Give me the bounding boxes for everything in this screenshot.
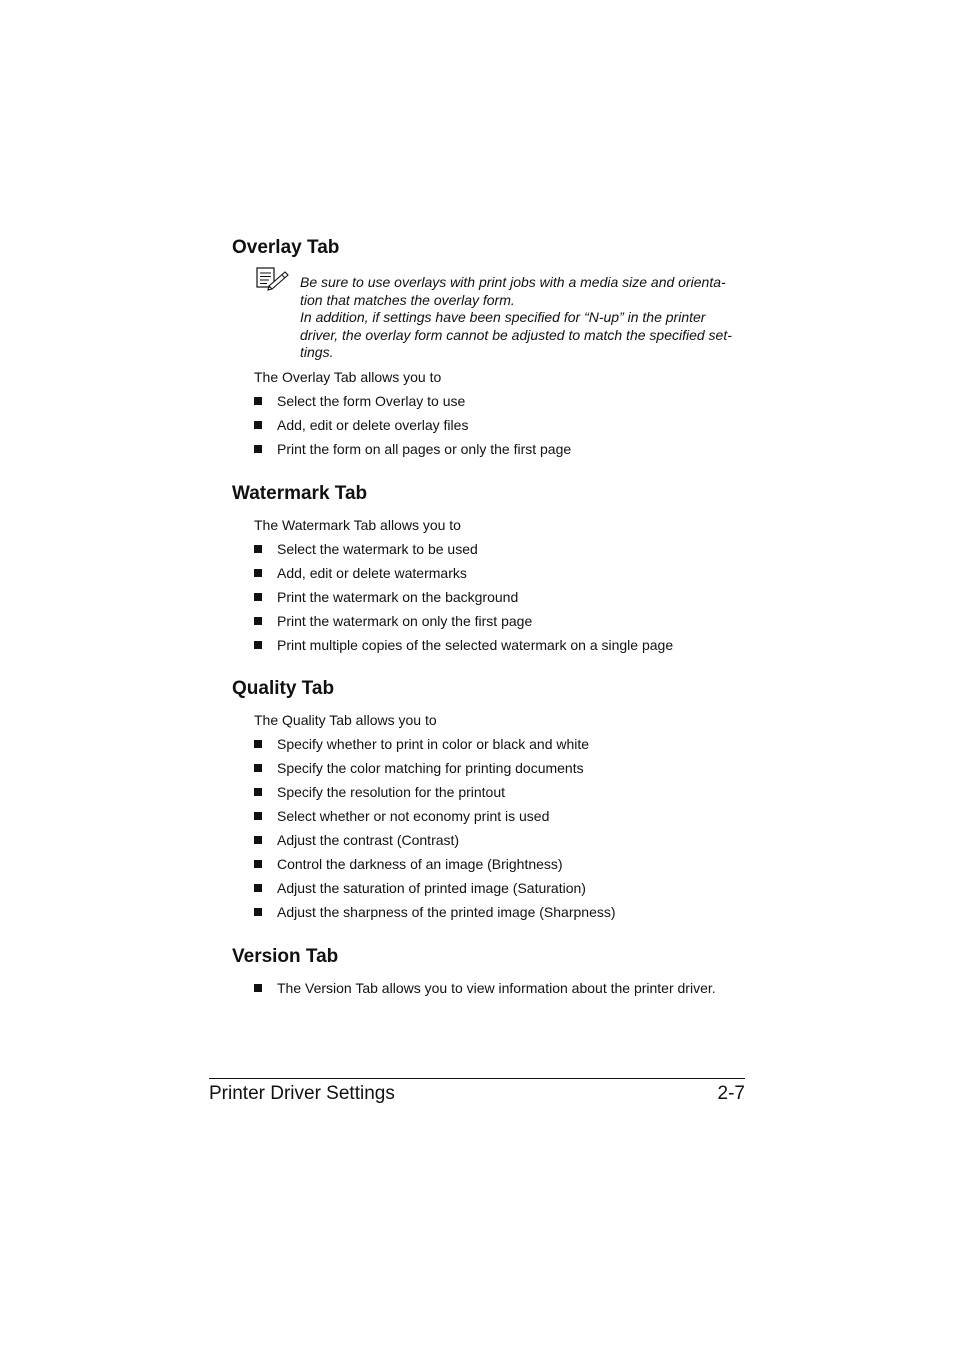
- list-item-text: Adjust the contrast (Contrast): [277, 832, 460, 848]
- list-item-text: Select whether or not economy print is used: [277, 808, 550, 824]
- list-item: [254, 612, 673, 636]
- list-item: [254, 855, 616, 879]
- list-item: [254, 564, 673, 588]
- square-bullet-icon: [254, 617, 262, 625]
- note-line: Be sure to use overlays with print jobs with a media size and orienta-: [300, 274, 726, 290]
- list-item: [254, 903, 616, 927]
- quality-intro: The Quality Tab allows you to: [254, 712, 437, 728]
- quality-tab-heading: Quality Tab: [232, 678, 335, 699]
- square-bullet-icon: [254, 812, 262, 820]
- watermark-tab-heading: Watermark Tab: [232, 483, 368, 504]
- list-item: [254, 735, 616, 759]
- list-item: [254, 759, 616, 783]
- note-line: tings.: [300, 344, 334, 360]
- list-item-text: Add, edit or delete overlay files: [277, 417, 469, 433]
- square-bullet-icon: [254, 860, 262, 868]
- list-item: [254, 783, 616, 807]
- list-item-text: Print the watermark on the background: [277, 589, 519, 605]
- list-item: [254, 540, 673, 564]
- list-item: [254, 879, 616, 903]
- quality-list: [254, 735, 616, 927]
- list-item: [254, 807, 616, 831]
- list-item-text: The Version Tab allows you to view information about the printer driver.: [277, 980, 716, 996]
- list-item-text: Select the form Overlay to use: [277, 393, 466, 409]
- watermark-intro: The Watermark Tab allows you to: [254, 517, 461, 533]
- square-bullet-icon: [254, 593, 262, 601]
- list-item-text: Print multiple copies of the selected watermark on a single page: [277, 637, 674, 653]
- square-bullet-icon: [254, 908, 262, 916]
- list-item: [254, 636, 673, 660]
- list-item: [254, 440, 571, 464]
- footer-section-title: Printer Driver Settings: [209, 1083, 395, 1104]
- overlay-intro: The Overlay Tab allows you to: [254, 369, 442, 385]
- square-bullet-icon: [254, 445, 262, 453]
- list-item: [254, 392, 571, 416]
- list-item-text: Specify the resolution for the printout: [277, 784, 506, 800]
- note-line: driver, the overlay form cannot be adjusted to match the specified set-: [300, 326, 732, 343]
- list-item-text: Adjust the saturation of printed image (Saturation): [277, 880, 586, 896]
- square-bullet-icon: [254, 740, 262, 748]
- list-item-text: Adjust the sharpness of the printed image (Sharpness): [277, 904, 616, 920]
- version-tab-heading: Version Tab: [232, 946, 339, 967]
- overlay-tab-heading: Overlay Tab: [232, 237, 340, 258]
- list-item-text: Specify the color matching for printing documents: [277, 760, 584, 776]
- list-item-text: Print the watermark on only the first page: [277, 613, 533, 629]
- square-bullet-icon: [254, 884, 262, 892]
- footer-divider: [209, 1078, 745, 1079]
- list-item: [254, 979, 716, 1003]
- note-line: In addition, if settings have been specified for “N-up” in the printer: [300, 309, 706, 325]
- overlay-note: [300, 274, 750, 362]
- watermark-list: [254, 540, 673, 660]
- list-item-text: Select the watermark to be used: [277, 541, 478, 557]
- square-bullet-icon: [254, 641, 262, 649]
- list-item-text: Specify whether to print in color or black and white: [277, 736, 590, 752]
- square-bullet-icon: [254, 984, 262, 992]
- square-bullet-icon: [254, 569, 262, 577]
- square-bullet-icon: [254, 836, 262, 844]
- note-pencil-icon: [255, 266, 291, 292]
- list-item-text: Control the darkness of an image (Brightness): [277, 856, 563, 872]
- square-bullet-icon: [254, 421, 262, 429]
- square-bullet-icon: [254, 764, 262, 772]
- list-item: [254, 831, 616, 855]
- square-bullet-icon: [254, 397, 262, 405]
- list-item-text: Print the form on all pages or only the first page: [277, 441, 572, 457]
- square-bullet-icon: [254, 788, 262, 796]
- list-item-text: Add, edit or delete watermarks: [277, 565, 467, 581]
- note-line: tion that matches the overlay form.: [300, 291, 515, 308]
- list-item: [254, 588, 673, 612]
- list-item: [254, 416, 571, 440]
- page-number: 2-7: [717, 1083, 745, 1104]
- version-list: [254, 979, 716, 1003]
- square-bullet-icon: [254, 545, 262, 553]
- overlay-list: [254, 392, 571, 464]
